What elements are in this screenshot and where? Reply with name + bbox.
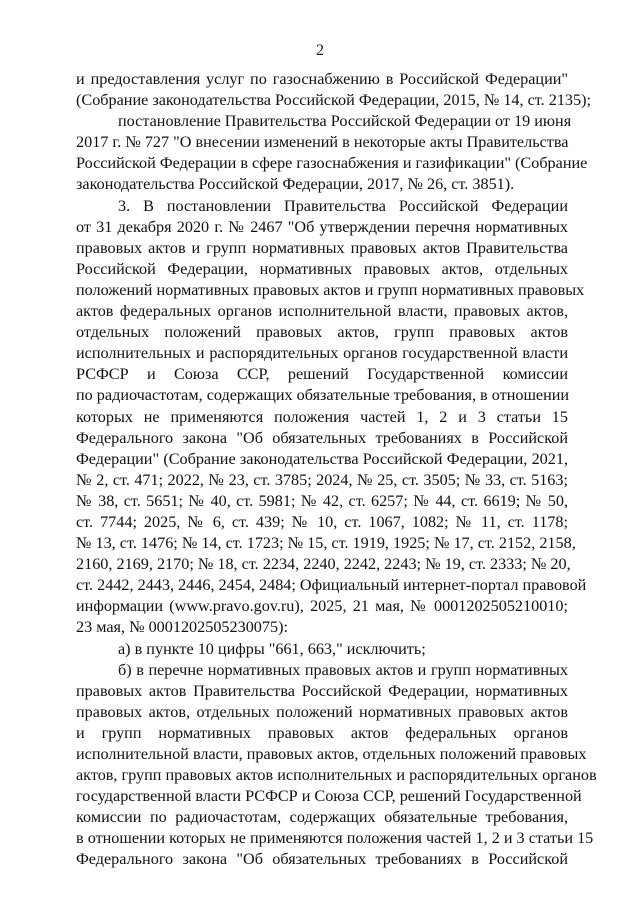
text-line: правовых актов Правительства Российской Федерации, нормативных (76, 681, 568, 700)
text-line: 2160, 2169, 2170; № 18, ст. 2234, 2240, 2242, 2243; № 19, ст. 2333; № 20, (76, 555, 571, 574)
text-line: Федерального закона "Об обязательных требованиях в Российской (76, 428, 568, 447)
text-line: а) в пункте 10 цифры "661, 663," исключить; (118, 639, 426, 658)
text-line: 3. В постановлении Правительства Российской Федерации (118, 196, 568, 215)
text-line: (Собрание законодательства Российской Федерации, 2015, № 14, ст. 2135); (76, 91, 592, 110)
text-line: Федерации" (Собрание законодательства Российской Федерации, 2021, (76, 449, 568, 468)
text-line: государственной власти РСФСР и Союза ССР, решений Государственной (76, 787, 582, 806)
text-line: исполнительной власти, правовых актов, отдельных положений правовых (76, 745, 587, 763)
document-body (76, 69, 597, 871)
text-line: 23 мая, № 0001202505230075): (76, 618, 288, 637)
text-line: которых не применяются положения частей 1, 2 и 3 статьи 15 (76, 407, 568, 426)
page-number: 2 (316, 42, 324, 59)
text-line: ст. 7744; 2025, № 6, ст. 439; № 10, ст. 1067, 1082; № 11, ст. 1178; (76, 512, 568, 531)
text-line: правовых актов, отдельных положений нормативных правовых актов (76, 702, 568, 721)
text-line: положений нормативных правовых актов и групп нормативных правовых (76, 280, 585, 299)
text-line: информации (www.pravo.gov.ru), 2025, 21 мая, № 0001202505210010; (76, 597, 568, 616)
text-line: № 13, ст. 1476; № 14, ст. 1723; № 15, ст. 1919, 1925; № 17, ст. 2152, 2158, (76, 534, 576, 553)
text-line: Федерального закона "Об обязательных требованиях в Российской (76, 850, 568, 869)
text-line: Российской Федерации в сфере газоснабжения и газификации" (Собрание (76, 154, 588, 173)
text-line: № 2, ст. 471; 2022, № 23, ст. 3785; 2024, № 25, ст. 3505; № 33, ст. 5163; (76, 470, 568, 489)
text-line: комиссии по радиочастотам, содержащих обязательные требования, (76, 808, 568, 827)
text-line: актов, групп правовых актов исполнительных и распорядительных органов (76, 766, 597, 785)
text-line: и групп нормативных правовых актов федеральных органов (76, 723, 568, 742)
text-line: исполнительных и распорядительных органов государственной власти (76, 344, 568, 363)
text-line: б) в перечне нормативных правовых актов и групп нормативных (118, 660, 568, 679)
text-line: законодательства Российской Федерации, 2017, № 26, ст. 3851). (76, 175, 515, 194)
text-line: № 38, ст. 5651; № 40, ст. 5981; № 42, ст. 6257; № 44, ст. 6619; № 50, (76, 491, 568, 510)
text-line: и предоставления услуг по газоснабжению в Российской Федерации" (76, 70, 568, 88)
text-line: в отношении которых не применяются положения частей 1, 2 и 3 статьи 15 (76, 829, 594, 848)
text-line: постановление Правительства Российской Федерации от 19 июня (118, 112, 572, 131)
text-line: Российской Федерации, нормативных правовых актов, отдельных (76, 259, 568, 278)
text-line: актов федеральных органов исполнительной власти, правовых актов, (76, 302, 568, 321)
text-line: от 31 декабря 2020 г. № 2467 "Об утверждении перечня нормативных (76, 217, 568, 236)
text-line: правовых актов и групп нормативных правовых актов Правительства (76, 238, 568, 257)
text-line: РСФСР и Союза ССР, решений Государственной комиссии (76, 365, 568, 384)
text-line: 2017 г. № 727 "О внесении изменений в некоторые акты Правительства (76, 133, 569, 152)
text-line: ст. 2442, 2443, 2446, 2454, 2484; Официальный интернет-портал правовой (76, 576, 587, 595)
text-line: по радиочастотам, содержащих обязательные требования, в отношении (76, 386, 570, 405)
text-line: отдельных положений правовых актов, групп правовых актов (76, 323, 568, 342)
